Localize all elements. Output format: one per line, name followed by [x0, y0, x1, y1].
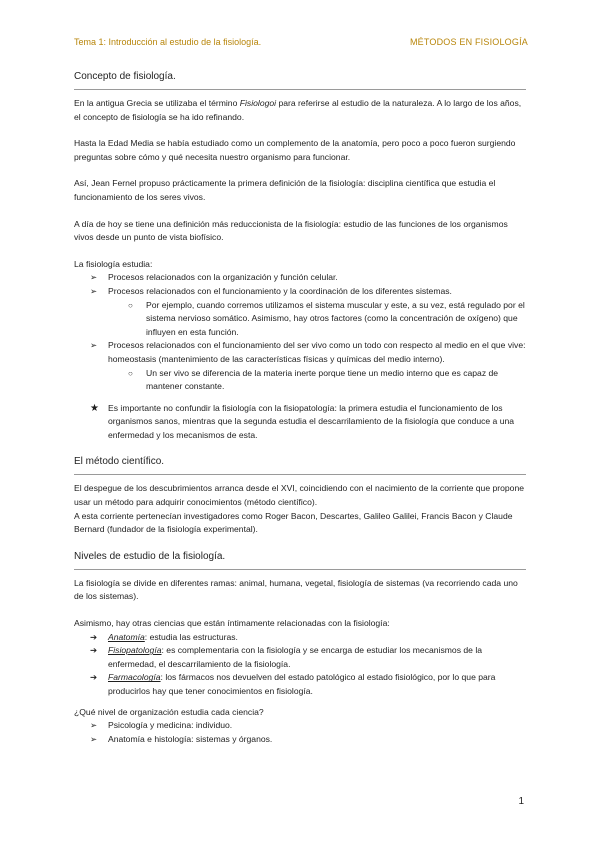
- list-item: [90, 271, 526, 285]
- list-item-text: : los fármacos nos devuelven del estado patológico al estado fisiológico, por lo que para producirlos hay que tener conocimientos en fisiología.: [108, 672, 496, 696]
- text: para referirse al estudio de la naturaleza. A lo largo de los años, el concepto de fisiología se ha ido refinando.: [74, 98, 522, 122]
- arrow-icon: ➔: [90, 631, 98, 642]
- list-item: [90, 671, 526, 698]
- term-anatomia: Anatomía: [108, 631, 145, 642]
- sub-list-item: [128, 299, 526, 340]
- paragraph-investigadores: A esta corriente pertenecían investigadores como Roger Bacon, Descartes, Galileo Galilei, Francis Bacon y Claude Bernard (fundador de la fisiología experimental).: [74, 510, 513, 535]
- bullet-arrow-icon: ➢: [90, 733, 98, 744]
- list-item-text: Procesos relacionados con el funcionamiento y la coordinación de los diferentes sistemas.: [108, 285, 452, 296]
- question: ¿Qué nivel de organización estudia cada ciencia?: [74, 706, 264, 717]
- paragraph-definicion: A día de hoy se tiene una definición más reduccionista de la fisiología: estudio de las funciones de los organismos vivos desde un punto de vista biofísico.: [74, 218, 508, 243]
- header-chapter-title: Tema 1: Introducción al estudio de la fisiología.: [74, 37, 262, 47]
- section-divider: [74, 89, 526, 90]
- section-divider: [74, 569, 526, 570]
- section-title-concepto: Concepto de fisiología.: [74, 71, 176, 82]
- list-item: [90, 644, 526, 671]
- list-item-text: : es complementaria con la fisiología y se encarga de estudiar los mecanismos de la enfermedad, el descarrilamiento de la fisiología.: [108, 645, 483, 669]
- bullet-arrow-icon: ➢: [90, 272, 98, 283]
- bullet-arrow-icon: ➢: [90, 285, 98, 296]
- paragraph-despegue: El despegue de los descubrimientos arranca desde el XVI, coincidiendo con el nacimiento de la corriente que propone usar un método para adquirir conocimientos (método científico).: [74, 483, 525, 508]
- sub-list: [108, 299, 526, 340]
- list-item-text: Anatomía e histología: sistemas y órganos.: [108, 733, 273, 744]
- page-number: 1: [518, 796, 524, 807]
- sub-list: [108, 367, 526, 394]
- circle-bullet-icon: ○: [128, 368, 133, 378]
- arrow-icon: ➔: [90, 645, 98, 656]
- arrow-icon: ➔: [90, 672, 98, 683]
- list-item-text: Psicología y medicina: individuo.: [108, 720, 233, 731]
- page-header: [74, 37, 528, 51]
- term-fisiologoi: Fisiologoi: [239, 98, 277, 108]
- paragraph-edad-media: Hasta la Edad Media se había estudiado como un complemento de la anatomía, pero poco a poco fueron surgiendo preguntas sobre cómo y qué necesita nuestro organismo para funcionar.: [74, 138, 516, 162]
- star-note-text: Es importante no confundir la fisiología con la fisiopatología: la primera estudia el funcionamiento de los organismos sanos, mientras que la segunda estudia el descarrilamiento de la fisiología que conduce a una enfermedad y los mecanismos de esta.: [108, 402, 515, 440]
- list-item: [90, 339, 526, 393]
- sub-list-item-text: Por ejemplo, cuando corremos utilizamos el sistema muscular y este, a su vez, está regulado por el sistema nervioso somático. Asimismo, hay otros factores (como la concentración de oxígeno) que influyen en esta función.: [146, 299, 525, 337]
- page-content: [74, 70, 526, 746]
- paragraph-fernel: Así, Jean Fernel propuso prácticamente la primera definición de la fisiología: disciplina científica que estudia el funcionamiento de los seres vivos.: [74, 178, 496, 202]
- star-icon: ★: [90, 402, 99, 414]
- section-divider: [74, 474, 526, 475]
- section-title-metodo: El método científico.: [74, 456, 165, 468]
- list-item: [90, 733, 526, 747]
- text: En la antigua Grecia se utilizaba el término: [74, 98, 240, 108]
- paragraph-ramas: La fisiología se divide en diferentes ramas: animal, humana, vegetal, fisiología de sistemas (va recorriendo cada uno de los sistemas).: [74, 577, 518, 602]
- list-item: [90, 285, 526, 339]
- bullet-arrow-icon: ➢: [90, 340, 98, 351]
- list-item-text: Procesos relacionados con la organización y función celular.: [108, 272, 338, 283]
- star-note: [74, 402, 526, 443]
- section-title-niveles: Niveles de estudio de la fisiología.: [74, 550, 226, 562]
- circle-bullet-icon: ○: [128, 300, 133, 310]
- related-sciences-list: [74, 631, 526, 699]
- list-item: [90, 631, 526, 645]
- spacer: [74, 699, 526, 706]
- levels-list: [74, 719, 526, 746]
- paragraph-grecia: [74, 97, 526, 124]
- term-fisiopatologia: Fisiopatología: [108, 645, 162, 656]
- list-intro: La fisiología estudia:: [74, 258, 153, 269]
- bullet-arrow-icon: ➢: [90, 720, 98, 731]
- fisiologia-estudia-list: [74, 271, 526, 393]
- term-farmacologia: Farmacología: [108, 672, 161, 683]
- list-item-text: Procesos relacionados con el funcionamiento del ser vivo como un todo con respecto al medio en el que vive: homeostasis (mantenimiento de las características físicas y químicas del medio interno).: [108, 340, 526, 364]
- header-subject: MÉTODOS EN FISIOLOGÍA: [409, 37, 528, 47]
- paragraph-ciencias: Asimismo, hay otras ciencias que están íntimamente relacionadas con la fisiología:: [74, 618, 390, 629]
- sub-list-item-text: Un ser vivo se diferencia de la materia inerte porque tiene un medio interno que es capaz de mantener constante.: [146, 367, 499, 392]
- list-item-text: : estudia las estructuras.: [144, 631, 238, 642]
- sub-list-item: [128, 367, 526, 394]
- list-item: [90, 719, 526, 733]
